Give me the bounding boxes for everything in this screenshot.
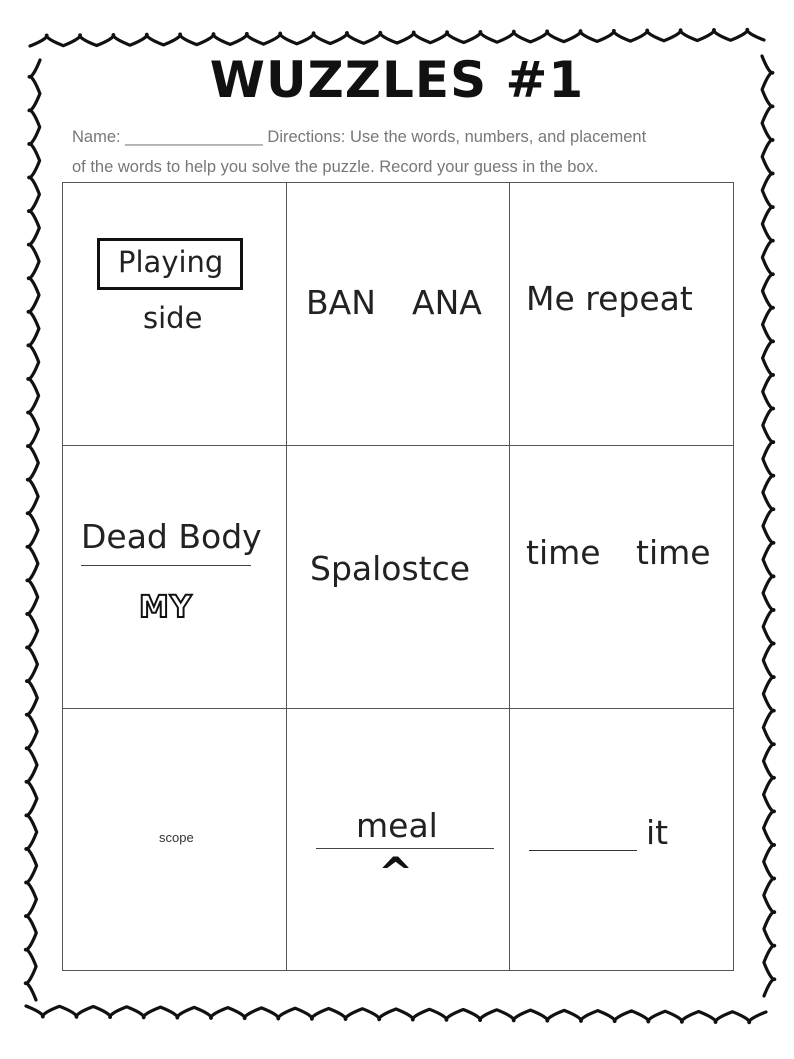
puzzle-7-text: scope	[159, 830, 194, 845]
puzzle-cell-2[interactable]	[286, 183, 509, 445]
puzzle-4-bottom: MY	[139, 590, 193, 625]
puzzle-5-text: Spalostce	[310, 549, 471, 588]
fraction-line	[81, 565, 251, 566]
puzzle-cell-9[interactable]	[509, 708, 732, 970]
border-loop-path	[762, 56, 775, 996]
puzzle-6-right: time	[636, 533, 711, 572]
puzzle-9-blank	[529, 850, 637, 851]
puzzle-cell-1[interactable]	[63, 183, 286, 445]
puzzle-3-text: Me repeat	[526, 279, 693, 318]
directions-text	[72, 122, 737, 182]
puzzle-cell-3[interactable]	[509, 183, 732, 445]
directions-line-2: of the words to help you solve the puzzle. Record your guess in the box.	[72, 158, 599, 176]
puzzle-8-caret: ^	[378, 848, 414, 897]
puzzle-2-right: ANA	[412, 283, 482, 322]
puzzle-1-word: side	[143, 301, 203, 335]
border-loop-path	[30, 29, 764, 46]
puzzle-cell-6[interactable]	[509, 445, 732, 707]
puzzle-4-top: Dead Body	[81, 517, 262, 556]
puzzle-cell-4[interactable]	[63, 445, 286, 707]
puzzle-6-left: time	[526, 533, 601, 572]
border-loop-path	[26, 1006, 766, 1023]
puzzle-cell-7[interactable]	[63, 708, 286, 970]
puzzle-2-left: BAN	[306, 283, 376, 322]
puzzle-9-word: it	[646, 813, 669, 852]
puzzle-cell-8[interactable]	[286, 708, 509, 970]
puzzle-cell-5[interactable]	[286, 445, 509, 707]
directions-line-1: Name: _______________ Directions: Use the words, numbers, and placement	[72, 128, 647, 146]
border-loop-path	[25, 60, 40, 1000]
puzzle-1-boxed-word: Playing	[118, 245, 224, 279]
puzzle-8-word: meal	[356, 806, 438, 845]
puzzle-grid	[62, 182, 734, 971]
worksheet-title: WUZZLES #1	[209, 51, 585, 109]
